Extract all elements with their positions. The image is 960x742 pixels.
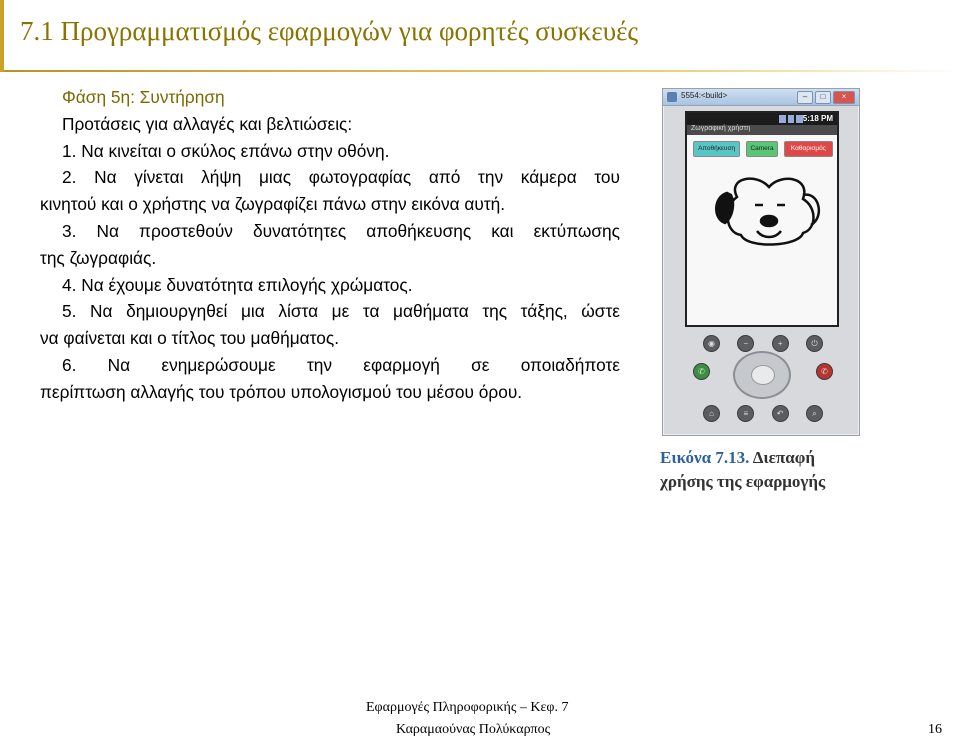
footer-author: Καραμαούνας Πολύκαρπος <box>396 722 551 737</box>
close-icon[interactable]: × <box>833 91 855 104</box>
emulator-app-icon <box>667 92 677 102</box>
signal-battery-icon <box>779 115 803 123</box>
status-bar <box>687 113 837 125</box>
item-text-cont: περίπτωση αλλαγής του τρόπου υπολογισμού του μέσου όρου. <box>40 381 523 402</box>
caption-label: Εικόνα 7.13. <box>660 448 750 467</box>
item-text-cont: να φαίνεται και ο τίτλος του μαθήματος. <box>40 328 339 349</box>
dpad[interactable] <box>733 351 791 399</box>
item-number: 1. <box>62 140 77 161</box>
page-header <box>0 0 960 72</box>
app-title: Ζωγραφική χρήστη <box>691 125 751 132</box>
footer-course: Εφαρμογές Πληροφορικής – Κεφ. 7 <box>366 700 569 715</box>
item-text-cont: της ζωγραφιάς. <box>40 247 157 268</box>
item-number: 6. <box>62 354 77 375</box>
item-text: Να έχουμε δυνατότητα επιλογής χρώματος. <box>81 274 413 295</box>
header-accent-bar <box>0 0 4 72</box>
item-text: Να δημιουργηθεί μια λίστα με τα μαθήματα της τάξης, ώστε <box>90 301 620 322</box>
page-title: 7.1 Προγραμματισμός εφαρμογών για φορητές συσκευές <box>20 16 639 46</box>
body-text <box>40 84 620 406</box>
list-item <box>62 138 620 165</box>
control-row-bottom <box>703 405 823 422</box>
page-footer <box>0 694 960 742</box>
item-text-cont: κινητού και ο χρήστης να ζωγραφίζει πάνω στην εικόνα αυτή. <box>40 194 506 215</box>
item-number: 5. <box>62 301 77 322</box>
camera-key-icon[interactable]: ◉ <box>703 335 720 352</box>
camera-button[interactable]: Camera <box>746 141 778 157</box>
call-icon[interactable]: ✆ <box>693 363 710 380</box>
phase-title: Φάση 5η: Συντήρηση <box>62 87 225 107</box>
page-number: 16 <box>928 722 942 737</box>
emulator-window-title: 5554:<build> <box>681 91 728 100</box>
item-line <box>62 218 620 245</box>
list-item <box>40 164 620 218</box>
status-time: 5:18 PM <box>802 114 833 123</box>
app-titlebar <box>687 125 837 135</box>
list-item <box>62 272 620 299</box>
power-icon[interactable]: ⏻ <box>806 335 823 352</box>
item-text: Να προστεθούν δυνατότητες αποθήκευσης και εκτύπωσης <box>96 220 620 241</box>
dog-face-icon <box>716 179 819 245</box>
intro-text: Προτάσεις για αλλαγές και βελτιώσεις: <box>62 113 353 134</box>
item-line <box>62 164 620 191</box>
window-controls <box>797 91 855 104</box>
item-number: 3. <box>62 220 77 241</box>
figure-caption <box>660 446 860 494</box>
phone-screen <box>685 111 839 327</box>
item-text: Να ενημερώσουμε την εφαρμογή σε οποιαδήποτε <box>107 354 620 375</box>
minimize-icon[interactable]: – <box>797 91 813 104</box>
back-icon[interactable]: ↶ <box>772 405 789 422</box>
item-line <box>62 352 620 379</box>
menu-icon[interactable]: ≡ <box>737 405 754 422</box>
emulator-titlebar <box>663 89 859 106</box>
list-item <box>40 352 620 406</box>
item-number: 4. <box>62 274 77 295</box>
caption-text-cont: χρήσης της εφαρμογής <box>660 472 826 491</box>
item-line <box>62 298 620 325</box>
maximize-icon[interactable]: □ <box>815 91 831 104</box>
home-icon[interactable]: ⌂ <box>703 405 720 422</box>
emulator-hardware-controls <box>685 335 835 431</box>
emulator-screenshot <box>662 88 860 436</box>
header-divider <box>4 70 960 72</box>
search-icon[interactable]: ⌕ <box>806 405 823 422</box>
list-item <box>40 218 620 272</box>
control-row-top <box>703 335 823 352</box>
item-text: Να γίνεται λήψη μιας φωτογραφίας από την κάμερα του <box>94 167 620 188</box>
volume-down-icon[interactable]: − <box>737 335 754 352</box>
end-call-icon[interactable]: ✆ <box>816 363 833 380</box>
item-number: 2. <box>62 167 77 188</box>
app-button-row <box>693 141 833 157</box>
save-button[interactable]: Αποθήκευση <box>693 141 740 157</box>
list-item <box>40 298 620 352</box>
dpad-center-button[interactable] <box>751 365 775 385</box>
clear-button[interactable]: Καθαρισμός <box>784 141 833 157</box>
dog-drawing-canvas[interactable] <box>707 167 825 257</box>
volume-up-icon[interactable]: + <box>772 335 789 352</box>
item-text: Να κινείται ο σκύλος επάνω στην οθόνη. <box>81 140 390 161</box>
caption-text: Διεπαφή <box>752 448 815 467</box>
